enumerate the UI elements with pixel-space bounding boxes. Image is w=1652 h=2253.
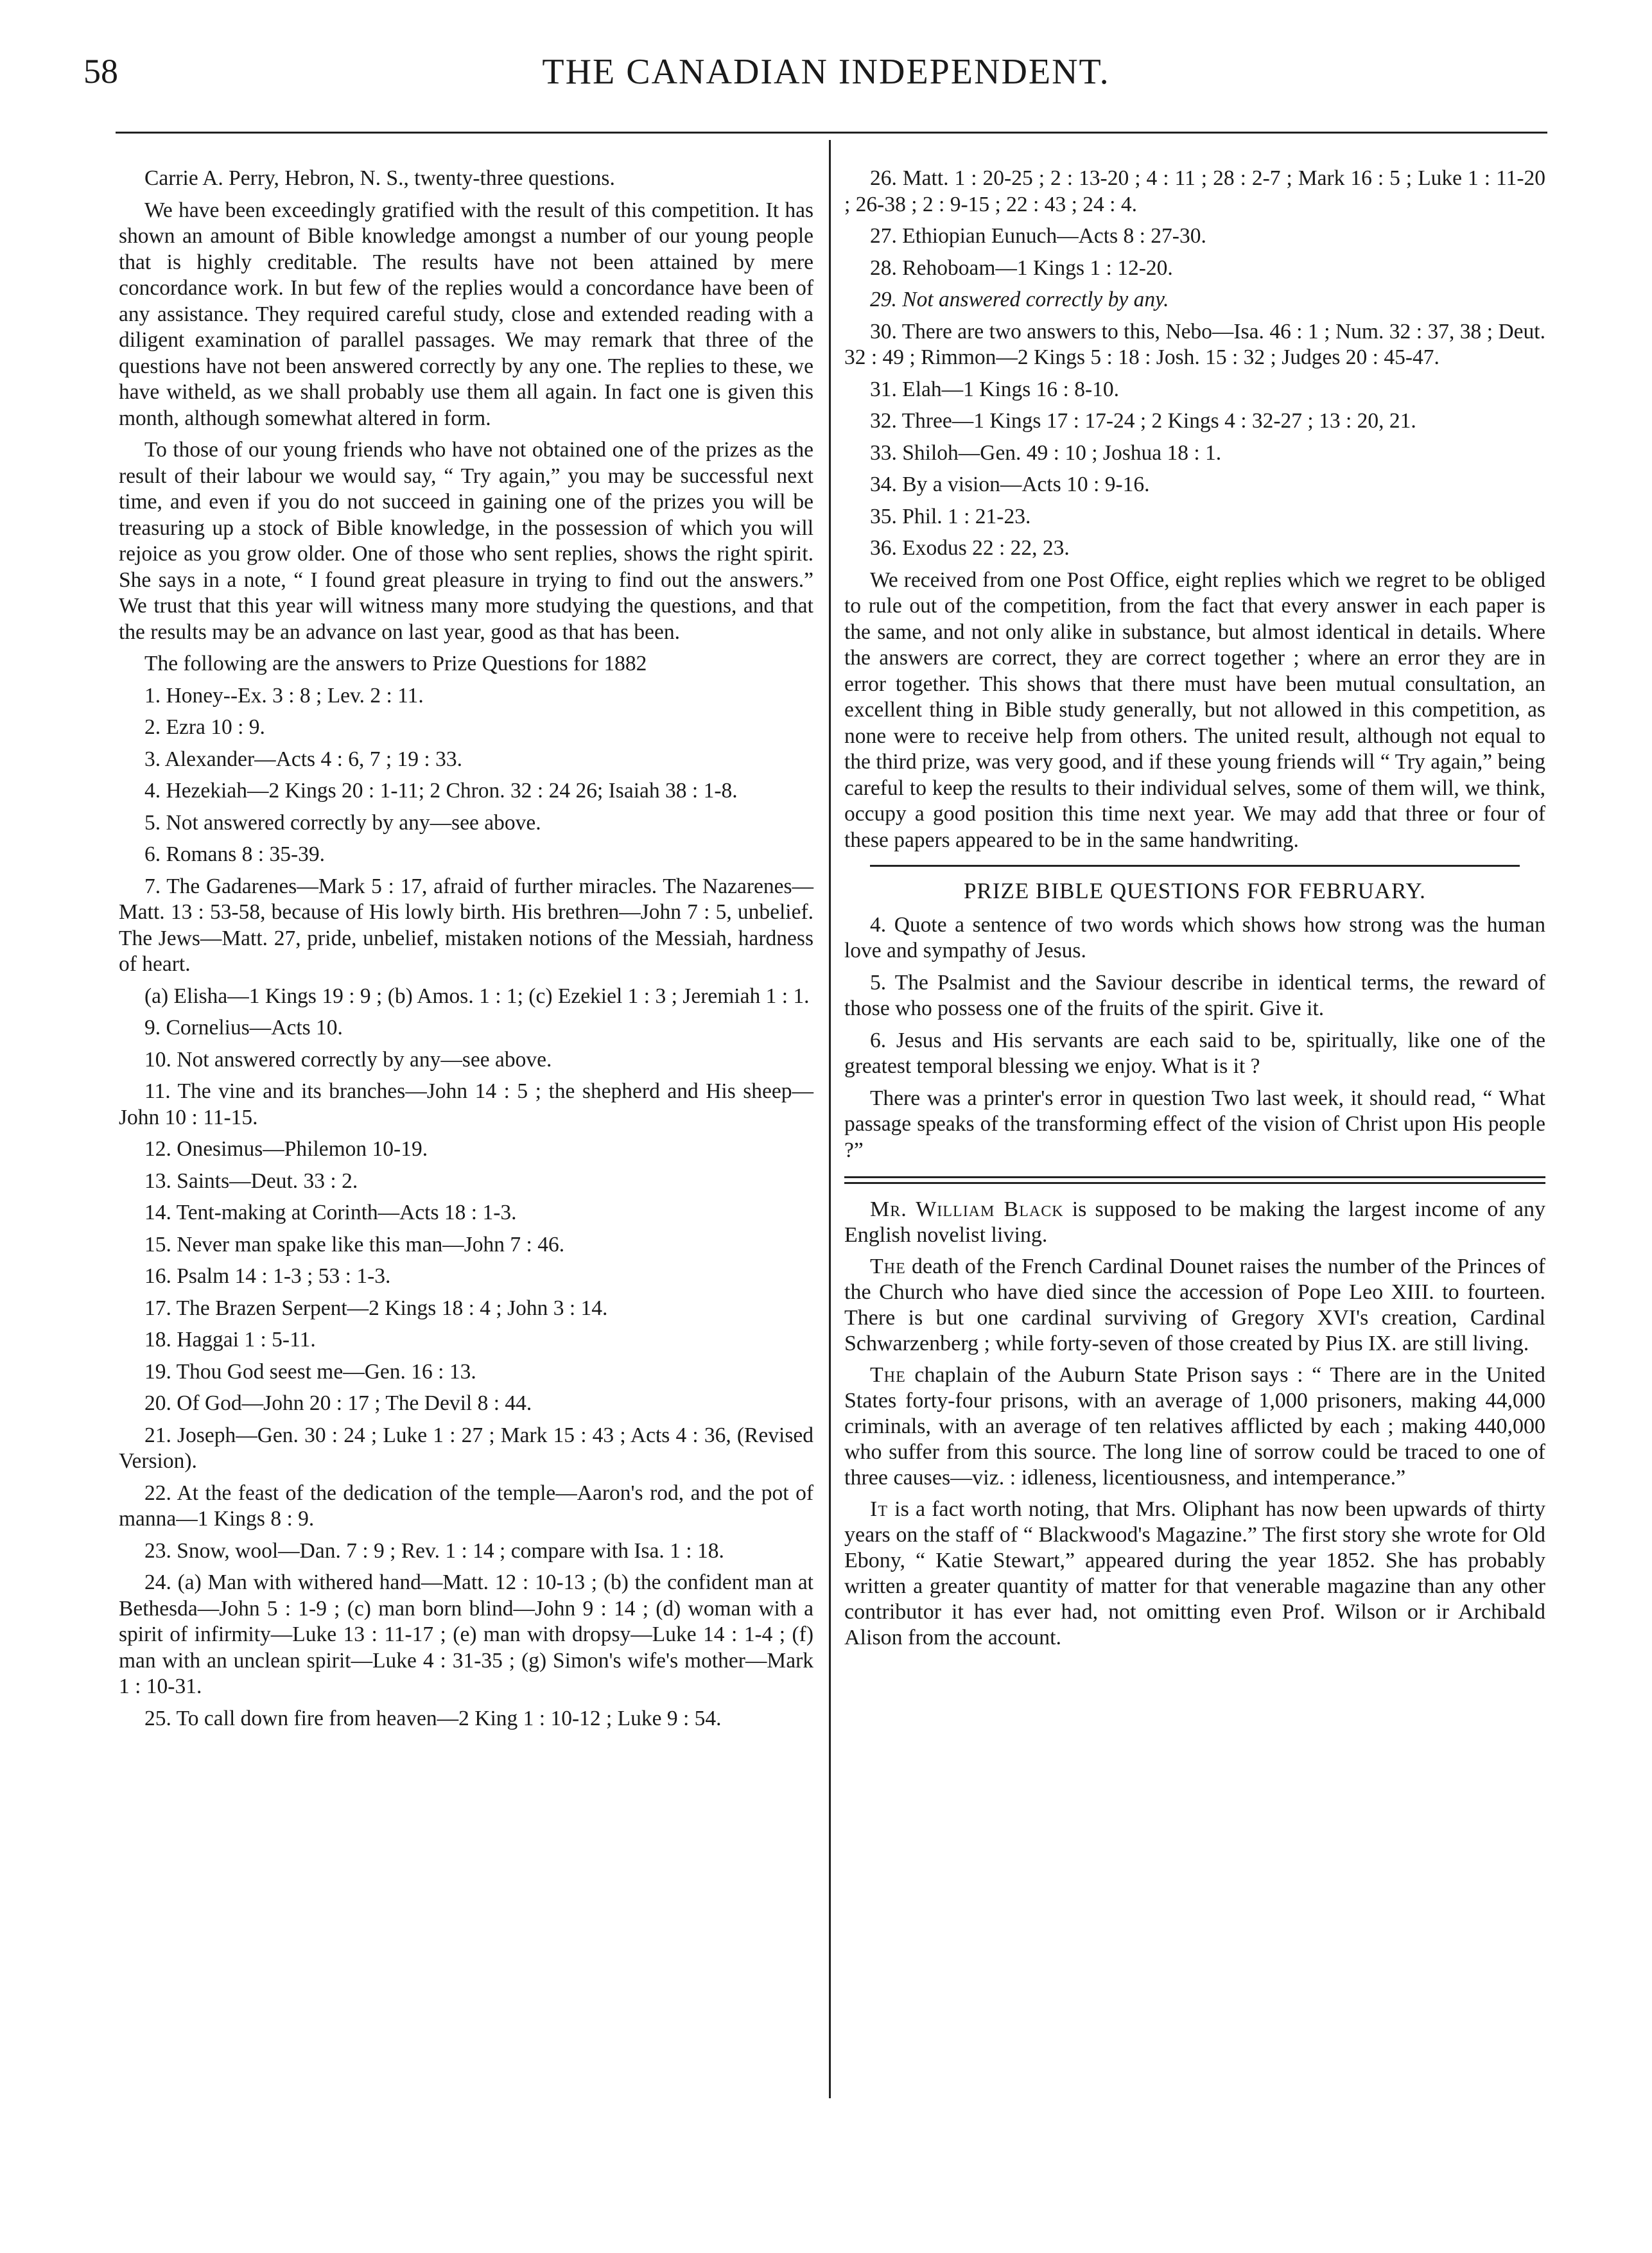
news-text: is supposed to be making the largest income of any English novelist living. bbox=[844, 1197, 1546, 1247]
answer-item: 24. (a) Man with withered hand—Matt. 12 : 10-13 ; (b) the confident man at Bethesda—John 5 : 1-9 ; (c) man born blind—John 9 : 14 ; (d) woman with a spirit of infirmity—Luke 13 : 11-17 ; (e) man with dropsy—Luke 14 : 1-4 ; (f) man with an unclean spirit—Luke 4 : 31-35 ; (g) Simon's wife's mother—Mark 1 : 10-31. bbox=[119, 1570, 813, 1698]
answer-item: 15. Never man spake like this man—John 7 : 46. bbox=[144, 1232, 565, 1257]
answer-item: 34. By a vision—Acts 10 : 9-16. bbox=[870, 473, 1150, 496]
answer-item: 33. Shiloh—Gen. 49 : 10 ; Joshua 18 : 1. bbox=[870, 440, 1222, 465]
answer-item: 10. Not answered correctly by any—see above. bbox=[144, 1047, 552, 1072]
news-item-william-black bbox=[844, 1197, 1545, 1248]
answer-item: 3. Alexander—Acts 4 : 6, 7 ; 19 : 33. bbox=[144, 747, 462, 771]
news-item-oliphant bbox=[844, 1497, 1545, 1651]
answer-item: 20. Of God—John 20 : 17 ; The Devil 8 : 44. bbox=[144, 1391, 532, 1415]
paragraph-try-again: To those of our young friends who have not obtained one of the prizes as the result of their labour we would say, “ Try again,” you may be successful next time, and even if you do not succeed in gaining one of the prizes you will be treasuring up a stock of Bible knowledge, in the possession of which you will rejoice as you grow older. One of those who sent replies, shows the right spirit. She says in a note, “ I found great pleasure in trying to find out the answers.” We trust that this year will witness many more studying the questions, and that the results may be an advance on last year, good as that has been. bbox=[119, 438, 813, 644]
answer-item: 18. Haggai 1 : 5-11. bbox=[144, 1328, 316, 1352]
news-lead: The bbox=[870, 1363, 906, 1387]
answer-item: 7. The Gadarenes—Mark 5 : 17, afraid of further miracles. The Nazarenes—Matt. 13 : 53-58, because of His lowly birth. His brethren—John 7 : 5, unbelief. The Jews—Matt. 27, pride, unbelief, mistaken notions of the Messiah, hardness of heart. bbox=[119, 874, 813, 976]
news-text: is a fact worth noting, that Mrs. Oliphant has now been upwards of thirty years on the staff of “ Blackwood's Magazine.” The first story she wrote for Old Ebony, “ Katie Stewart,” appeared during the year 1852. She has probably written a greater quantity of matter for that venerable magazine than any other contributor it has ever had, not omitting even Prof. Wilson or ir Archibald Alison from the account. bbox=[844, 1497, 1545, 1649]
news-lead: Mr. William Black bbox=[870, 1197, 1064, 1221]
question-5: 5. The Psalmist and the Saviour describe in identical terms, the reward of those who possess one of the fruits of the spirit. Give it. bbox=[844, 970, 1545, 1020]
answer-item: 29. Not answered correctly by any. bbox=[870, 288, 1169, 311]
printer-error-note: There was a printer's error in question Two last week, it should read, “ What passage speaks of the transforming effect of the vision of Christ upon His people ?” bbox=[844, 1086, 1545, 1162]
answer-item: 19. Thou God seest me—Gen. 16 : 13. bbox=[144, 1359, 476, 1384]
answer-item: 14. Tent-making at Corinth—Acts 18 : 1-3. bbox=[144, 1201, 517, 1224]
column-divider bbox=[829, 140, 831, 2098]
journal-title: THE CANADIAN INDEPENDENT. bbox=[542, 52, 1110, 92]
news-text: death of the French Cardinal Dounet raises the number of the Princes of the Church who have died since the accession of Pope Leo XIII. to fourteen. There is but one cardinal surviving of Gregory XVI's creation, Cardinal Schwarzenberg ; while forty-seven of those created by Pius IX. are still living. bbox=[844, 1255, 1545, 1355]
answer-item: 17. The Brazen Serpent—2 Kings 18 : 4 ; John 3 : 14. bbox=[144, 1296, 608, 1320]
answer-item: 36. Exodus 22 : 22, 23. bbox=[870, 536, 1070, 560]
paragraph-answers-intro: The following are the answers to Prize Questions for 1882 bbox=[144, 652, 647, 675]
news-lead: The bbox=[870, 1255, 906, 1278]
answer-item: 5. Not answered correctly by any—see above. bbox=[144, 810, 541, 835]
answer-item: 26. Matt. 1 : 20-25 ; 2 : 13-20 ; 4 : 11 ; 28 : 2-7 ; Mark 16 : 5 ; Luke 1 : 11-20 ; 26-38 ; 2 : 9-15 ; 22 : 43 ; 24 : 4. bbox=[844, 166, 1545, 216]
double-rule bbox=[844, 1176, 1545, 1184]
news-lead: It bbox=[870, 1497, 888, 1521]
paragraph-competition-result: We have been exceedingly gratified with the result of this competition. It has shown an amount of Bible knowledge amongst a number of our young people that is highly creditable. The results have not been attained by mere concordance work. In but few of the replies would a concordance have been of any assistance. They required careful study, close and extended reading with a diligent examination of parallel passages. We may remark that three of the questions have not been answered correctly by any one. The replies to these, we have witheld, as we shall probably use them all again. In fact one is given this month, although somewhat altered in form. bbox=[119, 198, 813, 430]
right-column bbox=[844, 166, 1545, 1657]
question-6: 6. Jesus and His servants are each said to be, spiritually, like one of the greatest temporal blessing we enjoy. What is it ? bbox=[844, 1028, 1545, 1078]
answer-item: 35. Phil. 1 : 21-23. bbox=[870, 504, 1031, 528]
answer-item: 13. Saints—Deut. 33 : 2. bbox=[144, 1169, 358, 1193]
news-text: chaplain of the Auburn State Prison says : “ There are in the United States forty-four prisons, with an average of 1,000 prisoners, making 44,000 criminals, with an average of ten relatives afflicted by each ; making 440,000 who suffer from this source. The long line of sorrow could be traced to one of three causes—viz. : idleness, licentiousness, and intemperance.” bbox=[844, 1363, 1545, 1490]
answer-item: 1. Honey--Ex. 3 : 8 ; Lev. 2 : 11. bbox=[144, 683, 424, 708]
section-heading: PRIZE BIBLE QUESTIONS FOR FEBRUARY. bbox=[964, 878, 1426, 903]
paragraph-contestant: Carrie A. Perry, Hebron, N. S., twenty-three questions. bbox=[144, 166, 615, 190]
answer-item: 2. Ezra 10 : 9. bbox=[144, 715, 265, 739]
answer-item: 4. Hezekiah—2 Kings 20 : 1-11; 2 Chron. 32 : 24 26; Isaiah 38 : 1-8. bbox=[144, 779, 738, 803]
answer-item: 9. Cornelius—Acts 10. bbox=[144, 1016, 343, 1040]
news-item-auburn-prison bbox=[844, 1362, 1545, 1491]
answer-item: 6. Romans 8 : 35-39. bbox=[144, 842, 326, 866]
answer-item: 27. Ethiopian Eunuch—Acts 8 : 27-30. bbox=[870, 224, 1206, 248]
answer-item: 21. Joseph—Gen. 30 : 24 ; Luke 1 : 27 ; Mark 15 : 43 ; Acts 4 : 36, (Revised Version). bbox=[119, 1423, 813, 1473]
left-column bbox=[119, 166, 813, 1737]
answer-item: 22. At the feast of the dedication of the temple—Aaron's rod, and the pot of manna—1 Kings 8 : 9. bbox=[119, 1481, 813, 1531]
answer-item: 28. Rehoboam—1 Kings 1 : 12-20. bbox=[870, 256, 1173, 280]
answer-item: 31. Elah—1 Kings 16 : 8-10. bbox=[870, 377, 1120, 401]
page-number: 58 bbox=[83, 52, 118, 91]
answer-item: 11. The vine and its branches—John 14 : 5 ; the shepherd and His sheep—John 10 : 11-15. bbox=[119, 1079, 813, 1129]
news-item-cardinal bbox=[844, 1254, 1545, 1357]
answer-item: 25. To call down fire from heaven—2 King 1 : 10-12 ; Luke 9 : 54. bbox=[144, 1706, 722, 1730]
page-header bbox=[0, 51, 1652, 122]
header-rule bbox=[116, 132, 1547, 134]
answer-item: 32. Three—1 Kings 17 : 17-24 ; 2 Kings 4 : 32-27 ; 13 : 20, 21. bbox=[870, 409, 1416, 433]
answer-item: 30. There are two answers to this, Nebo—Isa. 46 : 1 ; Num. 32 : 37, 38 ; Deut. 32 : 49 ; Rimmon—2 Kings 5 : 18 : Josh. 15 : 32 ; Judges 20 : 45-47. bbox=[844, 319, 1545, 369]
section-rule bbox=[870, 865, 1520, 867]
question-4: 4. Quote a sentence of two words which shows how strong was the human love and sympathy of Jesus. bbox=[844, 912, 1545, 962]
answer-item: 16. Psalm 14 : 1-3 ; 53 : 1-3. bbox=[144, 1264, 391, 1288]
answer-item: 23. Snow, wool—Dan. 7 : 9 ; Rev. 1 : 14 ; compare with Isa. 1 : 18. bbox=[144, 1538, 724, 1563]
answer-item: (a) Elisha—1 Kings 19 : 9 ; (b) Amos. 1 : 1; (c) Ezekiel 1 : 3 ; Jeremiah 1 : 1. bbox=[144, 984, 810, 1008]
paragraph-post-office: We received from one Post Office, eight replies which we regret to be obliged to rule out of the competition, from the fact that every answer in each paper is the same, and not only alike in substance, but almost identical in details. Where the answers are correct, they are correct together ; where an error they are in error together. This shows that there must have been mutual consultation, an excellent thing in Bible study generally, but not allowed in this competition, as none were to receive help from others. The united result, although not equal to the third prize, was very good, and if these young friends will “ Try again,” being careful to keep the results to their individual selves, some of them will, we think, occupy a good position this time next year. We may add that three or four of these papers appeared to be in the same handwriting. bbox=[844, 568, 1545, 852]
answer-item: 12. Onesimus—Philemon 10-19. bbox=[144, 1137, 428, 1161]
